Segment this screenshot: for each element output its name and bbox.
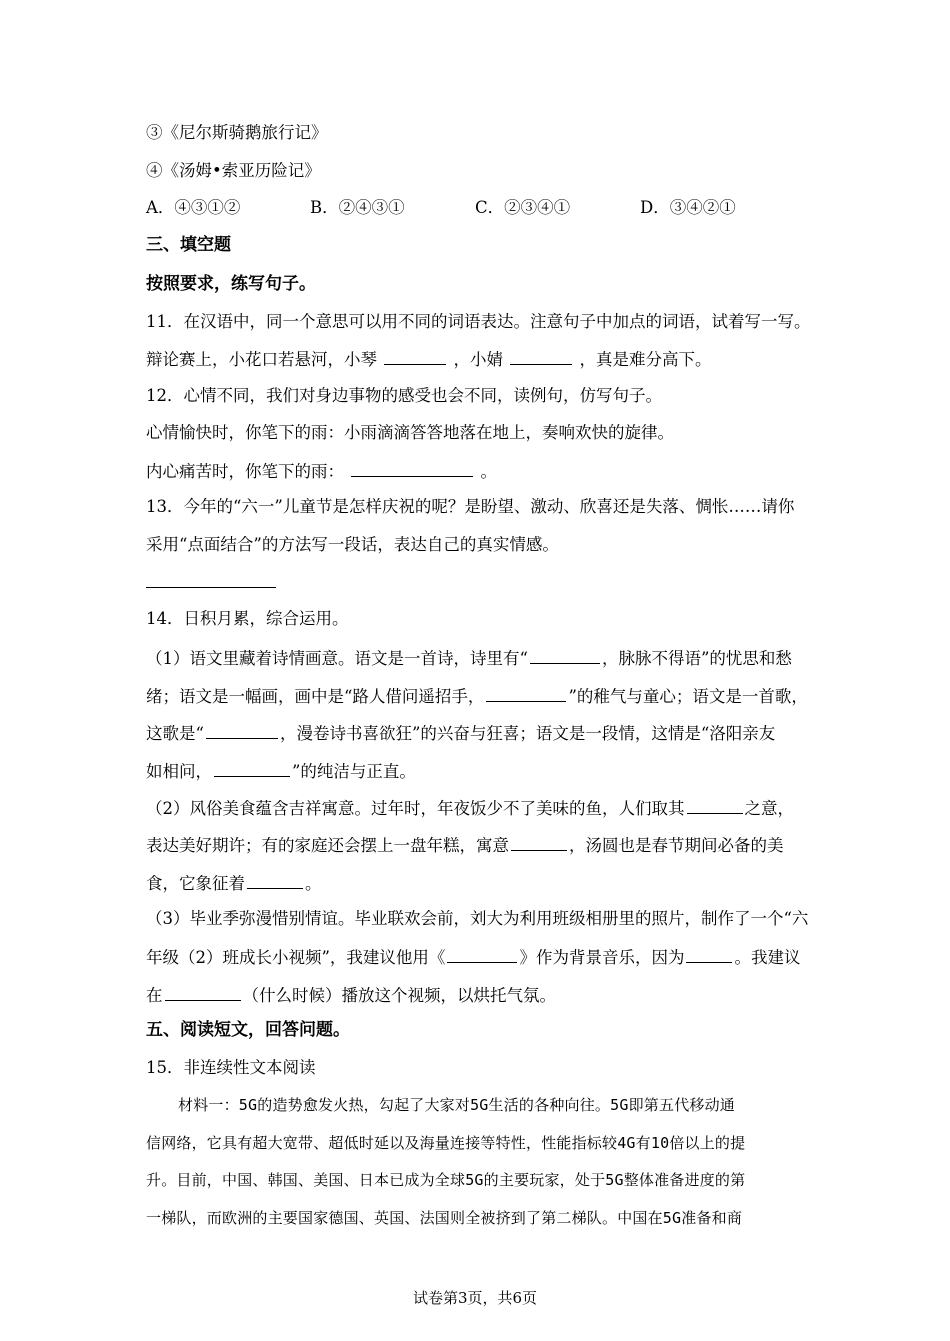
option-b: B．②④③① bbox=[310, 198, 405, 217]
q14-2-line-3 bbox=[146, 870, 322, 896]
q14-2-text-b: 之意， bbox=[744, 799, 794, 818]
q14-1-text-g: 如相问， bbox=[146, 762, 212, 781]
q14-3-line-3 bbox=[146, 982, 556, 1008]
q14-3-blank-3[interactable] bbox=[165, 982, 241, 1001]
q13-line-1: 13．今年的“六一”儿童节是怎样庆祝的呢？是盼望、激动、欣喜还是失落、惆怅……请你 bbox=[146, 497, 795, 516]
q14-1-blank-2[interactable] bbox=[486, 683, 566, 702]
q12-blank[interactable] bbox=[351, 458, 473, 477]
q11-blank-1[interactable] bbox=[384, 346, 446, 365]
q14-3-line-1: （3）毕业季弥漫惜别情谊。毕业联欢会前，刘大为利用班级相册里的照片，制作了一个“六 bbox=[146, 909, 809, 928]
q14-1-text-c: 绪；语文是一幅画，画中是“路人借问遥招手， bbox=[146, 687, 485, 706]
q14-1-blank-3[interactable] bbox=[206, 720, 278, 739]
q14-1-text-b: ，脉脉不得语”的忧思和愁 bbox=[601, 649, 792, 668]
q14-1-text-a: （1）语文里藏着诗情画意。语文是一首诗，诗里有“ bbox=[146, 649, 528, 668]
q14-3-text-d: 。我建议 bbox=[734, 948, 801, 967]
q11-stem: 11．在汉语中，同一个意思可以用不同的词语表达。注意句子中加点的词语，试着写一写。 bbox=[146, 312, 811, 331]
q14-1-text-d: ”的稚气与童心；语文是一首歌， bbox=[568, 687, 808, 706]
q11-text-c: ，真是难分高下。 bbox=[579, 350, 712, 369]
q11-sentence bbox=[146, 346, 712, 372]
q13-line-2: 采用“点面结合”的方法写一段话，表达自己的真实情感。 bbox=[146, 535, 559, 554]
q14-2-text-f: 。 bbox=[305, 874, 322, 893]
q12-stem: 12．心情不同，我们对身边事物的感受也会不同，读例句，仿写句子。 bbox=[146, 386, 662, 405]
q14-1-blank-4[interactable] bbox=[214, 758, 290, 777]
section-5-heading: 五、阅读短文，回答问题。 bbox=[146, 1020, 350, 1040]
q14-1-blank-1[interactable] bbox=[530, 645, 600, 664]
q14-2-blank-3[interactable] bbox=[247, 870, 303, 889]
q14-3-blank-2[interactable] bbox=[686, 944, 732, 963]
material-line-4: 一梯队，而欧洲的主要国家德国、英国、法国则全被挤到了第二梯队。中国在5G准备和商 bbox=[146, 1209, 743, 1227]
q14-3-text-f: （什么时候）播放这个视频，以烘托气氛。 bbox=[242, 986, 556, 1005]
q11-text-a: 辩论赛上，小花口若悬河，小琴 bbox=[146, 350, 377, 369]
material-line-1: 材料一：5G的造势愈发火热，勾起了大家对5G生活的各种向往。5G即第五代移动通 bbox=[178, 1096, 735, 1114]
q12-task-text: 内心痛苦时，你笔下的雨： bbox=[146, 462, 344, 481]
q14-2-blank-2[interactable] bbox=[511, 832, 567, 851]
option-c: C．②③④① bbox=[475, 198, 571, 217]
q14-1-line-2 bbox=[146, 683, 808, 709]
section-3-heading: 三、填空题 bbox=[146, 235, 231, 255]
q13-answer-line[interactable] bbox=[146, 587, 276, 588]
q14-stem: 14．日积月累，综合运用。 bbox=[146, 609, 349, 628]
q14-3-line-2 bbox=[146, 944, 800, 970]
section-3-subheading: 按照要求，练写句子。 bbox=[146, 274, 316, 294]
q14-2-blank-1[interactable] bbox=[687, 795, 743, 814]
q14-2-line-1 bbox=[146, 795, 794, 821]
q14-1-text-h: ”的纯洁与正直。 bbox=[292, 762, 416, 781]
q14-2-text-d: ，汤圆也是春节期间必备的美 bbox=[569, 836, 784, 855]
item-4: ④《汤姆•索亚历险记》 bbox=[146, 161, 321, 180]
page-footer: 试卷第3页，共6页 bbox=[412, 1289, 538, 1307]
material-line-2: 信网络，它具有超大宽带、超低时延以及海量连接等特性，性能指标较4G有10倍以上的提 bbox=[146, 1134, 746, 1152]
q14-2-text-c: 表达美好期许；有的家庭还会摆上一盘年糕，寓意 bbox=[146, 836, 509, 855]
q14-1-text-f: ，漫卷诗书喜欲狂”的兴奋与狂喜；语文是一段情，这情是“洛阳亲友 bbox=[279, 724, 776, 743]
q14-3-text-e: 在 bbox=[146, 986, 163, 1005]
q14-2-text-a: （2）风俗美食蕴含吉祥寓意。过年时，年夜饭少不了美味的鱼，人们取其 bbox=[146, 799, 685, 818]
q14-2-text-e: 食，它象征着 bbox=[146, 874, 245, 893]
q14-1-line-1 bbox=[146, 645, 792, 671]
q12-task bbox=[146, 458, 497, 484]
option-a: A．④③①② bbox=[146, 198, 241, 217]
q15-stem: 15．非连续性文本阅读 bbox=[146, 1058, 316, 1077]
q14-1-line-4 bbox=[146, 758, 416, 784]
q12-example: 心情愉快时，你笔下的雨：小雨滴滴答答地落在地上，奏响欢快的旋律。 bbox=[146, 423, 674, 442]
q11-blank-2[interactable] bbox=[510, 346, 572, 365]
option-d: D．③④②① bbox=[640, 198, 736, 217]
q14-2-line-2 bbox=[146, 832, 784, 858]
q14-3-blank-1[interactable] bbox=[447, 944, 517, 963]
q14-3-text-c: 》作为背景音乐，因为 bbox=[519, 948, 685, 967]
q11-text-b: ，小婧 bbox=[453, 350, 503, 369]
q14-1-text-e: 这歌是“ bbox=[146, 724, 204, 743]
q14-3-text-b: 年级（2）班成长小视频”，我建议他用《 bbox=[146, 948, 446, 967]
item-3: ③《尼尔斯骑鹅旅行记》 bbox=[146, 123, 328, 142]
q14-1-line-3 bbox=[146, 720, 775, 746]
material-line-3: 升。目前，中国、韩国、美国、日本已成为全球5G的主要玩家，处于5G整体准备进度的第 bbox=[146, 1171, 746, 1189]
q12-task-end: 。 bbox=[480, 462, 497, 481]
